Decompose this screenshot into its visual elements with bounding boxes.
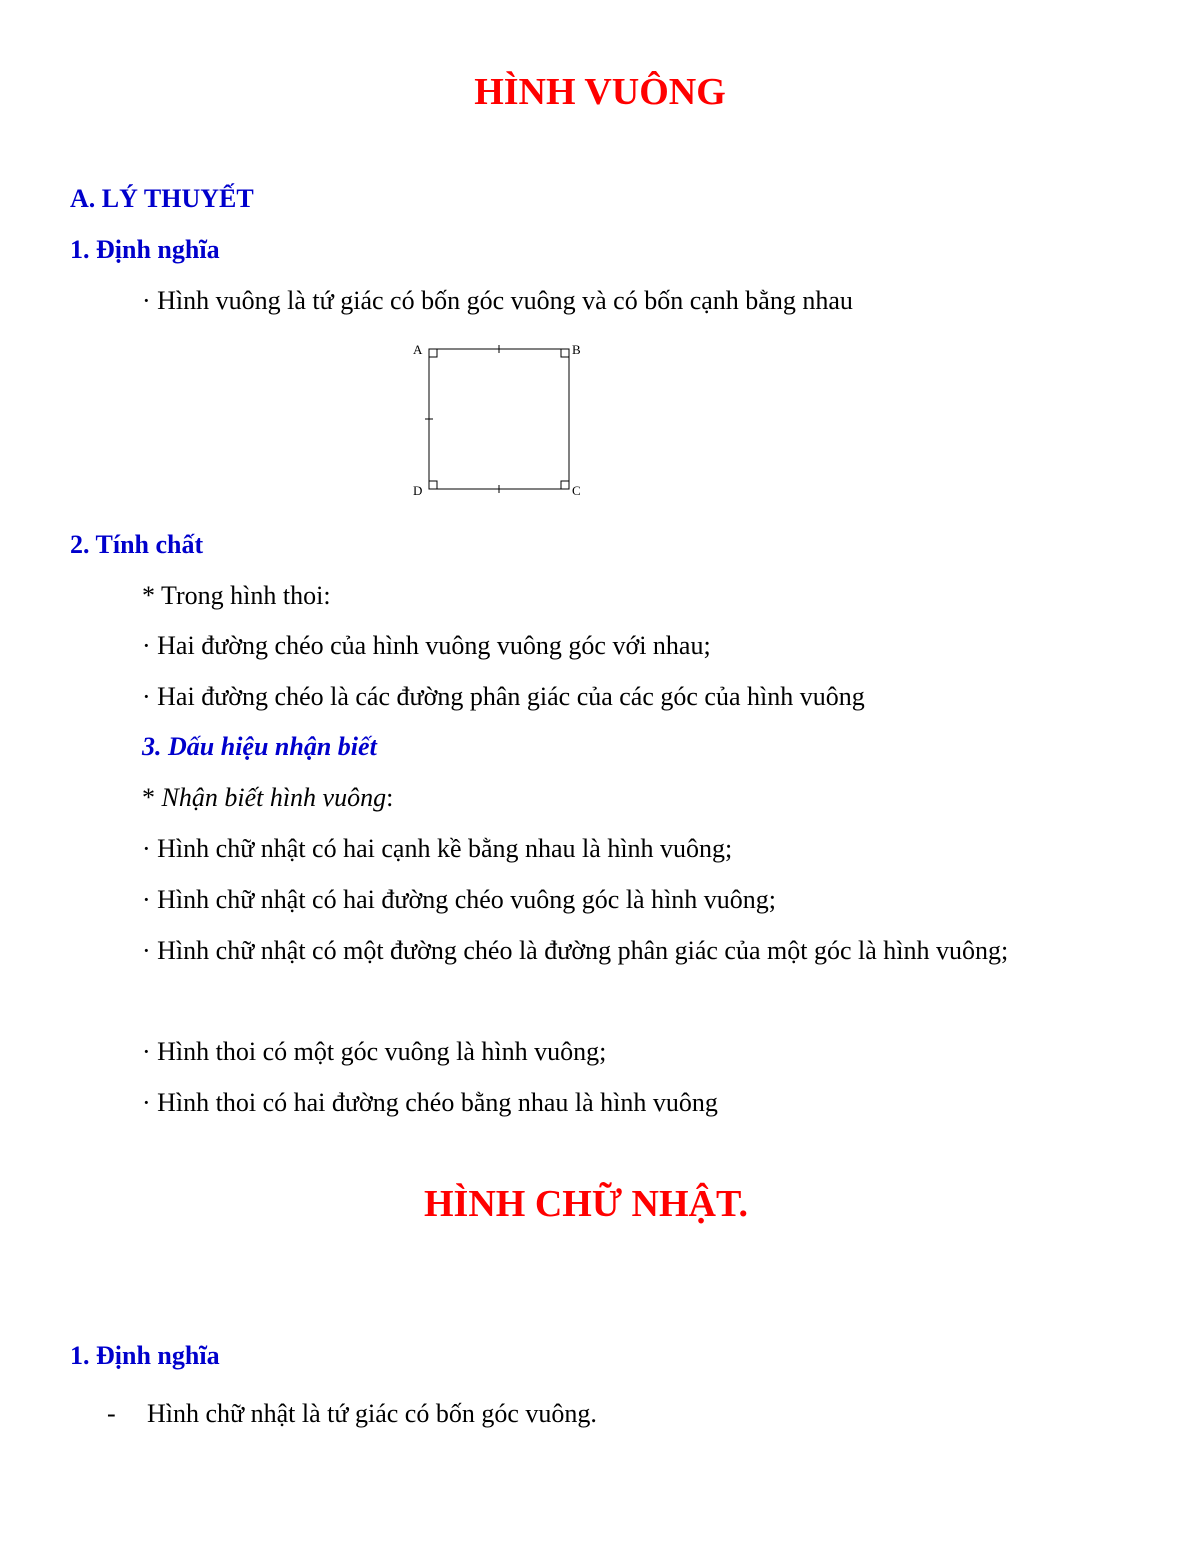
rectangle-definition-text: Hình chữ nhật là tứ giác có bốn góc vuông. (147, 1399, 597, 1428)
right-angle-mark-d (429, 481, 437, 489)
vertex-label-a: A (413, 342, 423, 357)
signs-heading: 3. Dấu hiệu nhận biết (142, 732, 377, 761)
list-dash: - (107, 1399, 116, 1428)
square-figure (405, 336, 595, 501)
square-definition-text: · Hình vuông là tứ giác có bốn góc vuông và có bốn cạnh bằng nhau (142, 286, 853, 315)
title-hinh-vuong: HÌNH VUÔNG (474, 71, 726, 113)
signs-intro (142, 783, 393, 813)
right-angle-mark-a (429, 349, 437, 357)
sign-item: · Hình thoi có hai đường chéo bằng nhau là hình vuông (142, 1088, 718, 1117)
vertex-label-c: C (572, 483, 581, 498)
right-angle-mark-c (561, 481, 569, 489)
properties-intro: * Trong hình thoi: (142, 581, 331, 610)
properties-heading: 2. Tính chất (70, 530, 204, 559)
vertex-label-d: D (413, 483, 423, 498)
rectangle-definition-heading: 1. Định nghĩa (70, 1341, 220, 1370)
sign-item: · Hình chữ nhật có hai cạnh kề bằng nhau là hình vuông; (142, 834, 733, 863)
sign-item: · Hình chữ nhật có một đường chéo là đường phân giác của một góc là hình vuông; (142, 936, 1009, 965)
property-item: · Hai đường chéo là các đường phân giác của các góc của hình vuông (142, 682, 865, 711)
vertex-label-b: B (572, 342, 581, 357)
signs-intro-star: * (142, 783, 162, 812)
signs-intro-italic: Nhận biết hình vuông (161, 783, 387, 812)
square-outline (429, 349, 569, 489)
signs-intro-colon: : (386, 783, 394, 812)
sign-item: · Hình chữ nhật có hai đường chéo vuông góc là hình vuông; (142, 885, 777, 914)
sign-item: · Hình thoi có một góc vuông là hình vuông; (142, 1037, 607, 1066)
property-item: · Hai đường chéo của hình vuông vuông góc với nhau; (142, 631, 711, 660)
section-ly-thuyet: A. LÝ THUYẾT (70, 184, 254, 213)
right-angle-mark-b (561, 349, 569, 357)
title-hinh-chu-nhat: HÌNH CHỮ NHẬT. (423, 1183, 749, 1225)
square-definition-heading: 1. Định nghĩa (70, 235, 220, 264)
